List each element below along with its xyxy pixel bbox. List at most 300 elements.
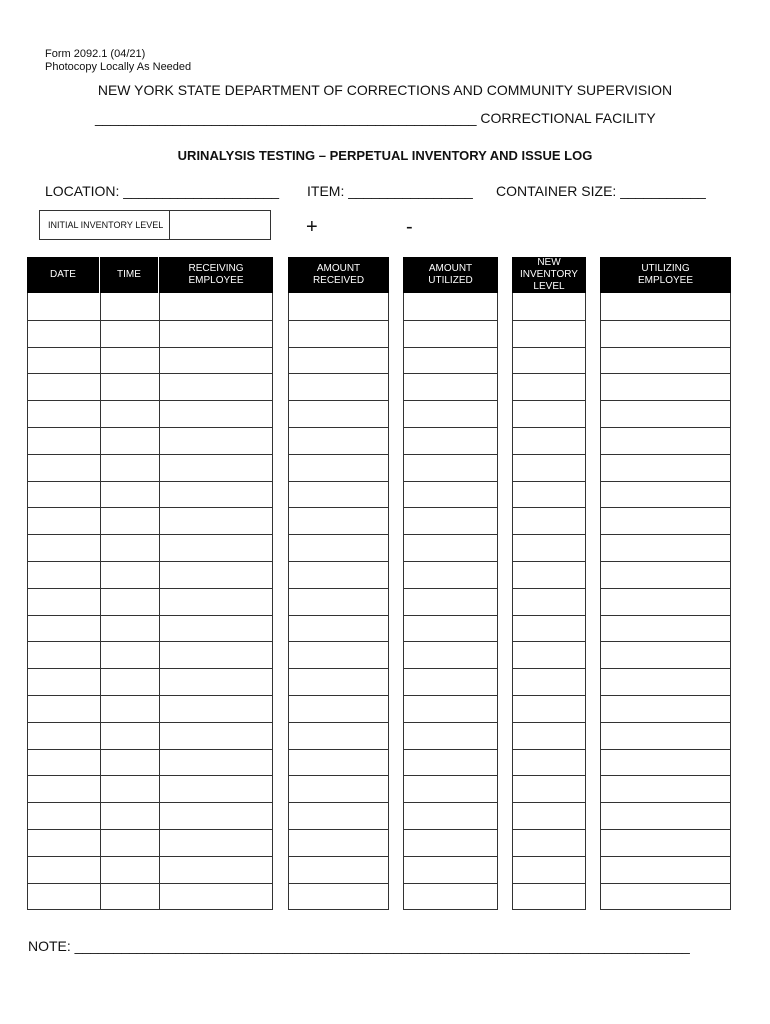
log-row bbox=[28, 293, 272, 320]
log-cell[interactable] bbox=[289, 455, 388, 481]
log-row bbox=[404, 802, 497, 829]
log-cell[interactable] bbox=[159, 589, 272, 615]
log-cell[interactable] bbox=[28, 616, 100, 642]
log-cell[interactable] bbox=[100, 348, 159, 374]
location-field[interactable]: LOCATION: ____________________ bbox=[45, 183, 280, 199]
log-row bbox=[289, 641, 388, 668]
log-cell[interactable] bbox=[159, 508, 272, 534]
log-cell[interactable] bbox=[159, 535, 272, 561]
log-row bbox=[404, 400, 497, 427]
log-row bbox=[601, 427, 730, 454]
log-cell[interactable] bbox=[100, 669, 159, 695]
log-cell[interactable] bbox=[289, 830, 388, 856]
log-row bbox=[513, 802, 585, 829]
log-cell[interactable] bbox=[513, 669, 585, 695]
log-row bbox=[601, 561, 730, 588]
log-cell[interactable] bbox=[28, 696, 100, 722]
log-cell[interactable] bbox=[404, 348, 497, 374]
log-cell[interactable] bbox=[28, 803, 100, 829]
plus-sign: + bbox=[306, 216, 318, 238]
log-row bbox=[289, 856, 388, 883]
log-cell[interactable] bbox=[100, 696, 159, 722]
log-cell[interactable] bbox=[289, 508, 388, 534]
log-cell[interactable] bbox=[28, 562, 100, 588]
log-cell[interactable] bbox=[159, 723, 272, 749]
log-cell[interactable] bbox=[601, 508, 730, 534]
log-cell[interactable] bbox=[289, 293, 388, 320]
log-row bbox=[289, 347, 388, 374]
log-row bbox=[601, 883, 730, 910]
log-cell[interactable] bbox=[159, 374, 272, 400]
log-cell[interactable] bbox=[513, 455, 585, 481]
log-row bbox=[513, 347, 585, 374]
log-cell[interactable] bbox=[100, 589, 159, 615]
log-row bbox=[513, 722, 585, 749]
log-cell[interactable] bbox=[28, 455, 100, 481]
log-cell[interactable] bbox=[28, 293, 100, 320]
log-row bbox=[28, 615, 272, 642]
log-row bbox=[289, 561, 388, 588]
log-row bbox=[404, 293, 497, 320]
log-cell[interactable] bbox=[404, 830, 497, 856]
log-cell[interactable] bbox=[28, 535, 100, 561]
log-cell[interactable] bbox=[100, 293, 159, 320]
log-row bbox=[28, 749, 272, 776]
log-row bbox=[28, 722, 272, 749]
log-cell[interactable] bbox=[404, 562, 497, 588]
log-cell[interactable] bbox=[404, 642, 497, 668]
log-row bbox=[289, 534, 388, 561]
log-row bbox=[28, 347, 272, 374]
log-row bbox=[404, 561, 497, 588]
receipt-column-group bbox=[27, 257, 273, 910]
log-cell[interactable] bbox=[404, 589, 497, 615]
log-row bbox=[601, 641, 730, 668]
amount-received-label: AMOUNT RECEIVED bbox=[312, 263, 365, 286]
log-cell[interactable] bbox=[289, 374, 388, 400]
log-row bbox=[289, 481, 388, 508]
log-row bbox=[289, 454, 388, 481]
log-cell[interactable] bbox=[28, 508, 100, 534]
log-cell[interactable] bbox=[601, 562, 730, 588]
log-row bbox=[289, 400, 388, 427]
container-size-field[interactable]: CONTAINER SIZE: ___________ bbox=[496, 183, 706, 199]
log-cell[interactable] bbox=[28, 589, 100, 615]
log-cell[interactable] bbox=[601, 616, 730, 642]
log-row bbox=[601, 588, 730, 615]
log-row bbox=[513, 454, 585, 481]
log-cell[interactable] bbox=[601, 348, 730, 374]
log-row bbox=[513, 373, 585, 400]
log-cell[interactable] bbox=[159, 669, 272, 695]
log-cell[interactable] bbox=[513, 374, 585, 400]
log-cell[interactable] bbox=[513, 857, 585, 883]
log-row bbox=[601, 454, 730, 481]
log-row bbox=[513, 507, 585, 534]
log-row bbox=[513, 668, 585, 695]
log-row bbox=[601, 615, 730, 642]
log-cell[interactable] bbox=[601, 884, 730, 910]
log-cell[interactable] bbox=[28, 321, 100, 347]
log-cell[interactable] bbox=[28, 830, 100, 856]
log-cell[interactable] bbox=[289, 321, 388, 347]
log-cell[interactable] bbox=[513, 482, 585, 508]
log-cell[interactable] bbox=[404, 696, 497, 722]
log-cell[interactable] bbox=[601, 830, 730, 856]
log-row bbox=[404, 668, 497, 695]
log-row bbox=[601, 829, 730, 856]
log-cell[interactable] bbox=[159, 884, 272, 910]
log-row bbox=[28, 641, 272, 668]
amount-received-grid bbox=[288, 293, 389, 910]
log-cell[interactable] bbox=[601, 857, 730, 883]
log-cell[interactable] bbox=[513, 321, 585, 347]
log-row bbox=[601, 856, 730, 883]
log-row bbox=[404, 856, 497, 883]
log-row bbox=[601, 749, 730, 776]
department-heading: NEW YORK STATE DEPARTMENT OF CORRECTIONS AND COMMUNITY SUPERVISION bbox=[97, 82, 673, 98]
log-row bbox=[28, 427, 272, 454]
log-cell[interactable] bbox=[513, 589, 585, 615]
log-row bbox=[289, 427, 388, 454]
log-cell[interactable] bbox=[28, 642, 100, 668]
new-inventory-label: NEW INVENTORY LEVEL bbox=[520, 257, 578, 292]
log-cell[interactable] bbox=[513, 830, 585, 856]
log-row bbox=[601, 668, 730, 695]
log-row bbox=[601, 373, 730, 400]
log-cell[interactable] bbox=[404, 455, 497, 481]
log-row bbox=[513, 320, 585, 347]
log-cell[interactable] bbox=[100, 535, 159, 561]
log-cell[interactable] bbox=[513, 696, 585, 722]
log-cell[interactable] bbox=[100, 616, 159, 642]
log-cell[interactable] bbox=[100, 562, 159, 588]
log-cell[interactable] bbox=[289, 776, 388, 802]
log-row bbox=[28, 775, 272, 802]
log-cell[interactable] bbox=[404, 884, 497, 910]
log-row bbox=[513, 615, 585, 642]
log-row bbox=[513, 749, 585, 776]
log-cell[interactable] bbox=[404, 428, 497, 454]
log-cell[interactable] bbox=[404, 803, 497, 829]
log-cell[interactable] bbox=[404, 616, 497, 642]
log-row bbox=[28, 454, 272, 481]
log-cell[interactable] bbox=[289, 723, 388, 749]
log-cell[interactable] bbox=[513, 723, 585, 749]
new-inventory-column bbox=[512, 257, 586, 910]
log-row bbox=[28, 856, 272, 883]
log-row bbox=[404, 829, 497, 856]
log-cell[interactable] bbox=[601, 750, 730, 776]
log-cell[interactable] bbox=[601, 803, 730, 829]
log-cell[interactable] bbox=[404, 857, 497, 883]
log-row bbox=[289, 722, 388, 749]
log-cell[interactable] bbox=[404, 374, 497, 400]
utilizing-employee-header bbox=[600, 257, 731, 293]
date-header: DATE bbox=[50, 269, 76, 280]
log-cell[interactable] bbox=[28, 884, 100, 910]
log-row bbox=[28, 481, 272, 508]
utilizing-employee-label: UTILIZING EMPLOYEE bbox=[637, 263, 694, 286]
log-row bbox=[513, 400, 585, 427]
amount-utilized-label: AMOUNT UTILIZED bbox=[428, 263, 473, 286]
log-row bbox=[28, 695, 272, 722]
log-cell[interactable] bbox=[159, 803, 272, 829]
form-title: URINALYSIS TESTING – PERPETUAL INVENTORY AND ISSUE LOG bbox=[177, 148, 593, 163]
log-cell[interactable] bbox=[289, 428, 388, 454]
log-cell[interactable] bbox=[513, 884, 585, 910]
log-cell[interactable] bbox=[159, 562, 272, 588]
log-row bbox=[513, 561, 585, 588]
log-cell[interactable] bbox=[28, 348, 100, 374]
log-cell[interactable] bbox=[404, 321, 497, 347]
facility-line[interactable]: _________________________________________________ CORRECTIONAL FACILITY bbox=[95, 110, 656, 126]
log-cell[interactable] bbox=[289, 803, 388, 829]
log-cell[interactable] bbox=[159, 321, 272, 347]
log-row bbox=[289, 668, 388, 695]
log-cell[interactable] bbox=[513, 508, 585, 534]
log-row bbox=[601, 320, 730, 347]
log-cell[interactable] bbox=[513, 750, 585, 776]
log-row bbox=[513, 427, 585, 454]
photocopy-note: Photocopy Locally As Needed bbox=[45, 61, 192, 73]
log-cell[interactable] bbox=[404, 776, 497, 802]
log-cell[interactable] bbox=[159, 616, 272, 642]
log-cell[interactable] bbox=[513, 428, 585, 454]
log-row bbox=[601, 775, 730, 802]
log-cell[interactable] bbox=[100, 884, 159, 910]
log-row bbox=[404, 588, 497, 615]
log-row bbox=[513, 293, 585, 320]
log-cell[interactable] bbox=[100, 642, 159, 668]
log-cell[interactable] bbox=[601, 696, 730, 722]
log-cell[interactable] bbox=[601, 321, 730, 347]
amount-utilized-column bbox=[403, 257, 498, 910]
log-row bbox=[601, 802, 730, 829]
log-cell[interactable] bbox=[289, 482, 388, 508]
log-cell[interactable] bbox=[601, 293, 730, 320]
log-row bbox=[289, 588, 388, 615]
log-cell[interactable] bbox=[404, 723, 497, 749]
log-row bbox=[513, 883, 585, 910]
log-row bbox=[289, 293, 388, 320]
log-cell[interactable] bbox=[100, 374, 159, 400]
log-cell[interactable] bbox=[28, 776, 100, 802]
log-cell[interactable] bbox=[100, 428, 159, 454]
log-cell[interactable] bbox=[100, 508, 159, 534]
log-row bbox=[601, 400, 730, 427]
item-field[interactable]: ITEM: ________________ bbox=[307, 183, 473, 199]
log-cell[interactable] bbox=[100, 803, 159, 829]
log-row bbox=[289, 749, 388, 776]
log-cell[interactable] bbox=[28, 374, 100, 400]
new-inventory-grid bbox=[512, 293, 586, 910]
log-cell[interactable] bbox=[513, 616, 585, 642]
log-cell[interactable] bbox=[100, 321, 159, 347]
log-row bbox=[28, 534, 272, 561]
initial-inventory-box bbox=[39, 210, 271, 240]
time-header: TIME bbox=[99, 257, 158, 293]
log-cell[interactable] bbox=[289, 348, 388, 374]
log-cell[interactable] bbox=[289, 857, 388, 883]
log-cell[interactable] bbox=[601, 374, 730, 400]
log-cell[interactable] bbox=[100, 750, 159, 776]
log-row bbox=[513, 775, 585, 802]
log-cell[interactable] bbox=[28, 750, 100, 776]
log-row bbox=[404, 507, 497, 534]
log-row bbox=[289, 695, 388, 722]
log-row bbox=[404, 775, 497, 802]
log-row bbox=[601, 481, 730, 508]
log-row bbox=[513, 695, 585, 722]
log-row bbox=[289, 507, 388, 534]
receiving-employee-header: RECEIVING EMPLOYEE bbox=[158, 257, 273, 293]
log-row bbox=[28, 588, 272, 615]
log-cell[interactable] bbox=[513, 401, 585, 427]
log-row bbox=[513, 829, 585, 856]
log-cell[interactable] bbox=[601, 669, 730, 695]
log-cell[interactable] bbox=[159, 750, 272, 776]
log-cell[interactable] bbox=[601, 642, 730, 668]
log-row bbox=[404, 722, 497, 749]
log-cell[interactable] bbox=[289, 642, 388, 668]
log-row bbox=[601, 722, 730, 749]
log-cell[interactable] bbox=[289, 669, 388, 695]
log-cell[interactable] bbox=[159, 857, 272, 883]
log-cell[interactable] bbox=[28, 669, 100, 695]
log-cell[interactable] bbox=[100, 482, 159, 508]
log-cell[interactable] bbox=[601, 482, 730, 508]
log-cell[interactable] bbox=[159, 401, 272, 427]
log-cell[interactable] bbox=[404, 401, 497, 427]
log-cell[interactable] bbox=[404, 482, 497, 508]
log-cell[interactable] bbox=[601, 535, 730, 561]
log-row bbox=[601, 534, 730, 561]
log-row bbox=[601, 347, 730, 374]
log-cell[interactable] bbox=[289, 696, 388, 722]
receipt-header bbox=[27, 257, 273, 293]
log-cell[interactable] bbox=[159, 776, 272, 802]
log-cell[interactable] bbox=[159, 293, 272, 320]
log-cell[interactable] bbox=[601, 401, 730, 427]
log-cell[interactable] bbox=[513, 803, 585, 829]
note-field[interactable]: NOTE: _______________________________________________________________________________ bbox=[28, 938, 690, 954]
log-cell[interactable] bbox=[100, 857, 159, 883]
log-cell[interactable] bbox=[28, 401, 100, 427]
log-cell[interactable] bbox=[100, 830, 159, 856]
log-cell[interactable] bbox=[100, 401, 159, 427]
log-row bbox=[601, 695, 730, 722]
log-cell[interactable] bbox=[513, 348, 585, 374]
log-cell[interactable] bbox=[601, 428, 730, 454]
log-row bbox=[404, 534, 497, 561]
log-row bbox=[289, 615, 388, 642]
amount-received-header bbox=[288, 257, 389, 293]
log-cell[interactable] bbox=[159, 642, 272, 668]
log-cell[interactable] bbox=[28, 857, 100, 883]
log-cell[interactable] bbox=[404, 750, 497, 776]
log-cell[interactable] bbox=[159, 482, 272, 508]
log-cell[interactable] bbox=[404, 669, 497, 695]
log-cell[interactable] bbox=[513, 293, 585, 320]
log-row bbox=[513, 856, 585, 883]
log-row bbox=[289, 320, 388, 347]
log-row bbox=[513, 588, 585, 615]
log-cell[interactable] bbox=[513, 776, 585, 802]
log-cell[interactable] bbox=[28, 428, 100, 454]
log-row bbox=[28, 507, 272, 534]
initial-inventory-input[interactable] bbox=[171, 211, 270, 239]
log-cell[interactable] bbox=[289, 750, 388, 776]
new-inventory-header bbox=[512, 257, 586, 293]
log-row bbox=[404, 347, 497, 374]
log-cell[interactable] bbox=[601, 776, 730, 802]
log-cell[interactable] bbox=[513, 642, 585, 668]
log-cell[interactable] bbox=[404, 508, 497, 534]
log-row bbox=[513, 481, 585, 508]
initial-inventory-label: INITIAL INVENTORY LEVEL bbox=[40, 211, 170, 239]
log-cell[interactable] bbox=[601, 589, 730, 615]
log-cell[interactable] bbox=[159, 830, 272, 856]
log-row bbox=[28, 561, 272, 588]
log-row bbox=[513, 534, 585, 561]
log-cell[interactable] bbox=[28, 723, 100, 749]
log-row bbox=[28, 883, 272, 910]
log-cell[interactable] bbox=[289, 616, 388, 642]
amount-received-column bbox=[288, 257, 389, 910]
log-row bbox=[28, 373, 272, 400]
log-row bbox=[289, 802, 388, 829]
log-row bbox=[28, 320, 272, 347]
log-row bbox=[513, 641, 585, 668]
log-cell[interactable] bbox=[601, 455, 730, 481]
log-row bbox=[404, 481, 497, 508]
log-row bbox=[404, 749, 497, 776]
log-cell[interactable] bbox=[289, 401, 388, 427]
log-row bbox=[404, 883, 497, 910]
log-cell[interactable] bbox=[404, 535, 497, 561]
log-row bbox=[404, 695, 497, 722]
log-row bbox=[289, 373, 388, 400]
log-cell[interactable] bbox=[159, 455, 272, 481]
log-row bbox=[289, 775, 388, 802]
log-cell[interactable] bbox=[601, 723, 730, 749]
log-cell[interactable] bbox=[513, 535, 585, 561]
amount-utilized-grid bbox=[403, 293, 498, 910]
receipt-grid bbox=[27, 293, 273, 910]
log-cell[interactable] bbox=[28, 482, 100, 508]
log-cell[interactable] bbox=[513, 562, 585, 588]
log-cell[interactable] bbox=[100, 723, 159, 749]
log-cell[interactable] bbox=[289, 589, 388, 615]
log-row bbox=[404, 454, 497, 481]
log-row bbox=[289, 829, 388, 856]
log-cell[interactable] bbox=[289, 562, 388, 588]
amount-utilized-header bbox=[403, 257, 498, 293]
log-cell[interactable] bbox=[159, 348, 272, 374]
log-cell[interactable] bbox=[404, 293, 497, 320]
log-cell[interactable] bbox=[159, 696, 272, 722]
log-row bbox=[404, 427, 497, 454]
log-cell[interactable] bbox=[100, 455, 159, 481]
utilizing-employee-column bbox=[600, 257, 731, 910]
log-cell[interactable] bbox=[289, 535, 388, 561]
log-cell[interactable] bbox=[100, 776, 159, 802]
log-cell[interactable] bbox=[289, 884, 388, 910]
minus-sign: - bbox=[406, 216, 413, 238]
log-cell[interactable] bbox=[159, 428, 272, 454]
log-row bbox=[28, 400, 272, 427]
